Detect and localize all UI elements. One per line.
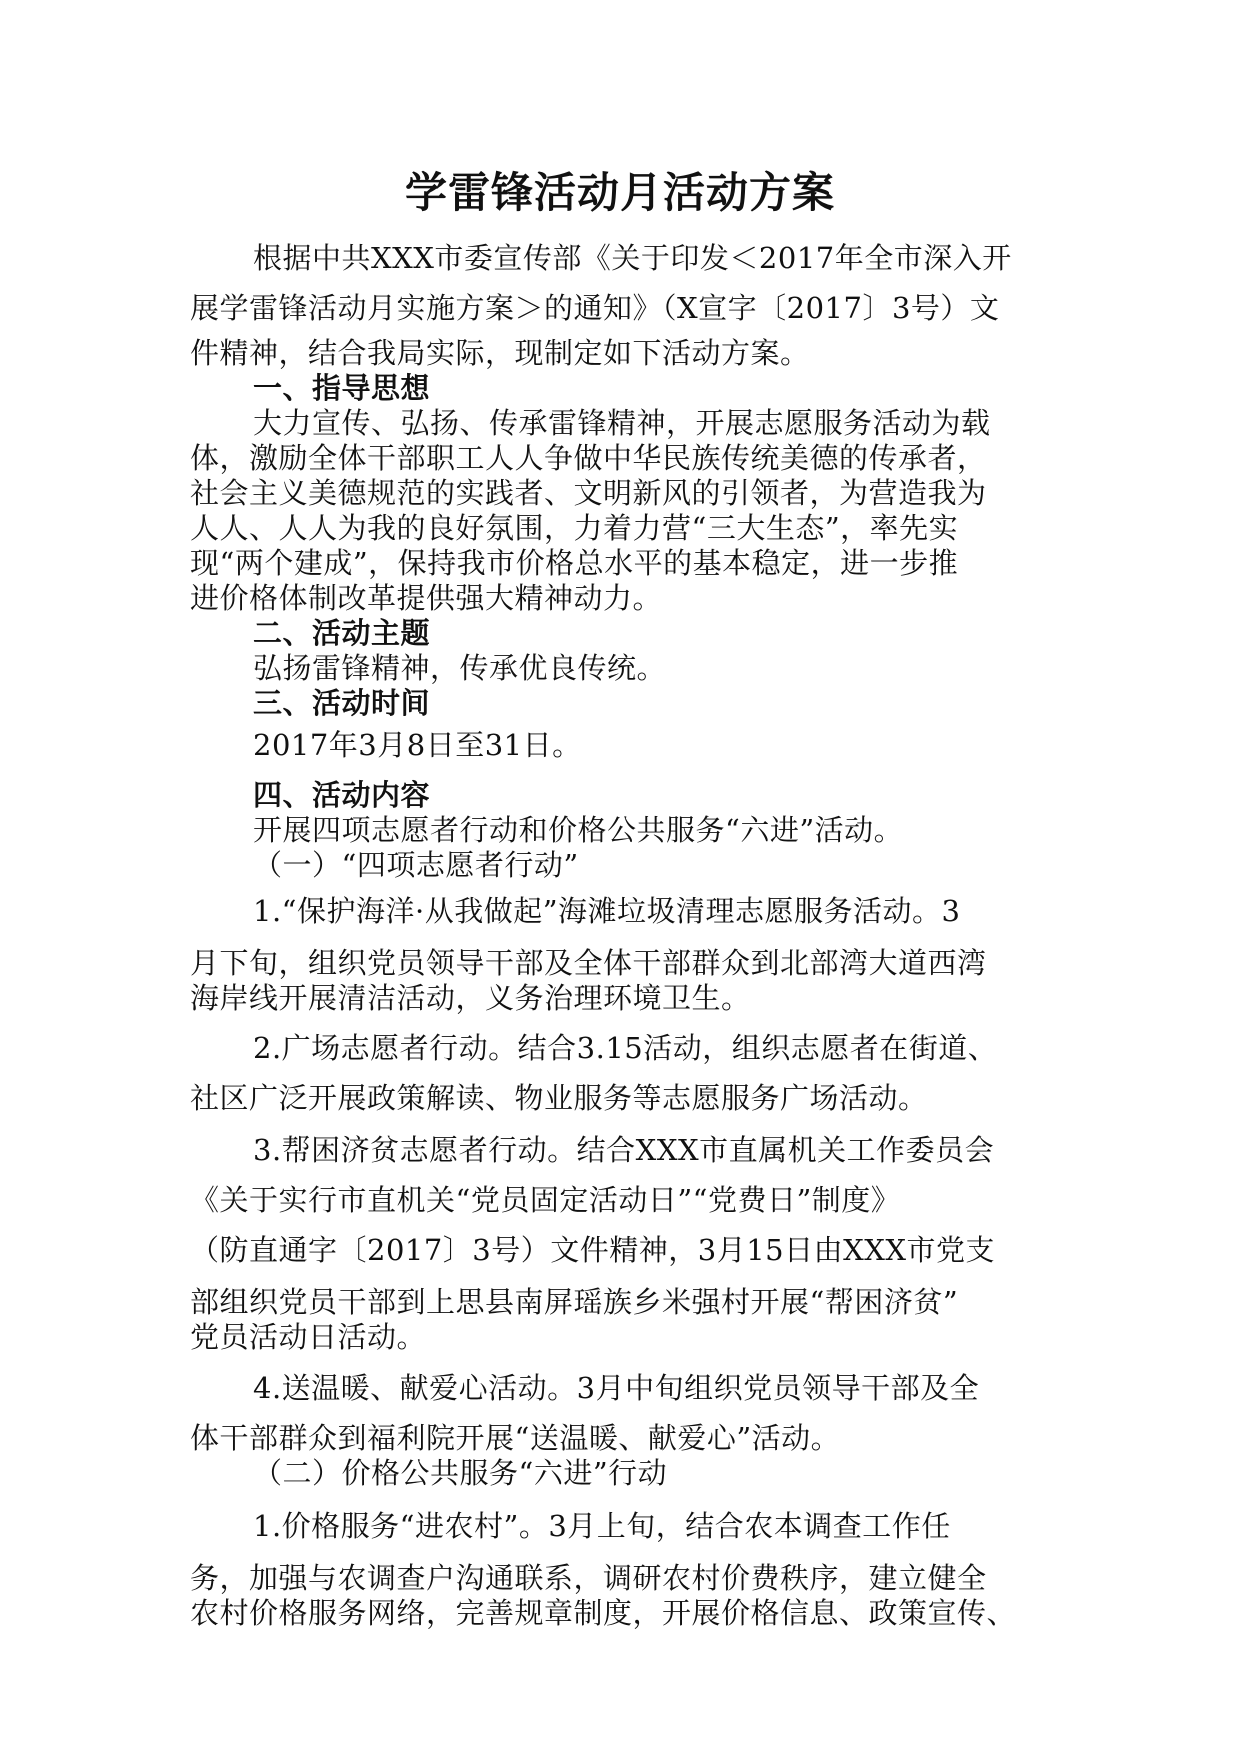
paragraph-line: 体干部群众到福利院开展“送温暖、献爱心”活动。	[190, 1421, 841, 1455]
paragraph-line: 部组织党员干部到上思县南屏瑶族乡米强村开展“帮困济贫”	[190, 1285, 959, 1319]
paragraph-line: 进价格体制改革提供强大精神动力。	[190, 581, 663, 615]
paragraph-line: 1.“保护海洋·从我做起”海滩垃圾清理志愿服务活动。3	[253, 894, 961, 928]
section-heading-4: 四、活动内容	[253, 778, 431, 812]
paragraph-line: 根据中共XXX市委宣传部《关于印发＜2017年全市深入开	[253, 241, 1012, 275]
section-heading-3: 三、活动时间	[253, 686, 431, 720]
section-heading-1: 一、指导思想	[253, 371, 431, 405]
paragraph-line: 4.送温暖、献爱心活动。3月中旬组织党员领导干部及全	[253, 1371, 980, 1405]
document-title: 学雷锋活动月活动方案	[404, 168, 835, 217]
paragraph-line: 2.广场志愿者行动。结合3.15活动，组织志愿者在街道、	[253, 1031, 998, 1065]
paragraph-line: 现“两个建成”，保持我市价格总水平的基本稳定，进一步推	[190, 546, 959, 580]
paragraph-line: 务，加强与农调查户沟通联系，调研农村价费秩序，建立健全	[190, 1561, 987, 1595]
paragraph-line: 弘扬雷锋精神，传承优良传统。	[253, 651, 667, 685]
paragraph-line: 2017年3月8日至31日。	[253, 728, 582, 762]
subsection-heading: （二）价格公共服务“六进”行动	[253, 1456, 668, 1490]
paragraph-line: 人人、人人为我的良好氛围，力着力营“三大生态”，率先实	[190, 511, 959, 545]
paragraph-line: 农村价格服务网络，完善规章制度，开展价格信息、政策宣传、	[190, 1596, 1017, 1630]
paragraph-line: 3.帮困济贫志愿者行动。结合XXX市直属机关工作委员会	[253, 1133, 995, 1167]
paragraph-line: 《关于实行市直机关“党员固定活动日”“党费日”制度》	[190, 1183, 901, 1217]
paragraph-line: 海岸线开展清洁活动，义务治理环境卫生。	[190, 981, 751, 1015]
subsection-heading: （一）“四项志愿者行动”	[253, 848, 579, 882]
paragraph-line: 体，激励全体干部职工人人争做中华民族传统美德的传承者，	[190, 441, 987, 475]
paragraph-line: 党员活动日活动。	[190, 1320, 427, 1354]
section-heading-2: 二、活动主题	[253, 616, 431, 650]
paragraph-line: （防直通字〔2017〕3号）文件精神，3月15日由XXX市党支	[190, 1233, 996, 1267]
paragraph-line: 大力宣传、弘扬、传承雷锋精神，开展志愿服务活动为载	[253, 406, 991, 440]
paragraph-line: 月下旬，组织党员领导干部及全体干部群众到北部湾大道西湾	[190, 946, 987, 980]
paragraph-line: 开展四项志愿者行动和价格公共服务“六进”活动。	[253, 813, 904, 847]
paragraph-line: 社区广泛开展政策解读、物业服务等志愿服务广场活动。	[190, 1081, 928, 1115]
paragraph-line: 社会主义美德规范的实践者、文明新风的引领者，为营造我为	[190, 476, 987, 510]
paragraph-line: 1.价格服务“进农村”。3月上旬，结合农本调查工作任	[253, 1509, 951, 1543]
paragraph-line: 件精神，结合我局实际，现制定如下活动方案。	[190, 336, 810, 370]
paragraph-line: 展学雷锋活动月实施方案＞的通知》（X宣字〔2017〕3号）文	[190, 291, 1000, 325]
